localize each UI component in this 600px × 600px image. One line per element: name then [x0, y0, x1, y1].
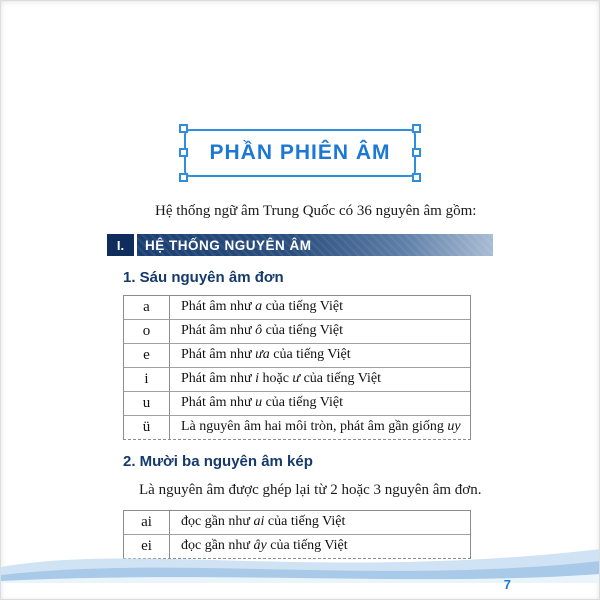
frame-edge-decoration: [179, 148, 188, 157]
vowel-symbol: ai: [124, 511, 170, 534]
table-row: [124, 319, 470, 343]
vowel-description: Phát âm như a của tiếng Việt: [181, 299, 344, 315]
single-vowels-table: [123, 295, 471, 440]
vowel-symbol: a: [124, 296, 170, 319]
table-row: [124, 415, 470, 439]
frame-corner-decoration: [179, 173, 188, 182]
vowel-symbol: i: [124, 368, 170, 391]
compound-vowels-note: Là nguyên âm được ghép lại từ 2 hoặc 3 nguyên âm đơn.: [139, 482, 482, 499]
subsection-heading-single-vowels: 1. Sáu nguyên âm đơn: [123, 269, 284, 287]
frame-edge-decoration: [412, 148, 421, 157]
table-row: [124, 296, 470, 319]
table-row: [124, 511, 470, 534]
frame-corner-decoration: [179, 124, 188, 133]
vowel-symbol: e: [124, 344, 170, 367]
vowel-symbol: o: [124, 320, 170, 343]
vowel-symbol: ü: [124, 416, 170, 439]
section-number: I.: [107, 234, 134, 256]
frame-corner-decoration: [412, 124, 421, 133]
chapter-title: PHẦN PHIÊN ÂM: [209, 141, 391, 164]
page-number: 7: [503, 577, 511, 592]
intro-paragraph: Hệ thống ngữ âm Trung Quốc có 36 nguyên âm gồm:: [155, 203, 477, 219]
vowel-description: Phát âm như ô của tiếng Việt: [181, 323, 344, 339]
vowel-symbol: u: [124, 392, 170, 415]
table-row: [124, 367, 470, 391]
vowel-description: đọc gần như ai của tiếng Việt: [181, 513, 346, 529]
vowel-symbol: ei: [124, 535, 170, 558]
section-header: [107, 234, 493, 256]
vowel-description: Là nguyên âm hai môi tròn, phát âm gần giống uy: [181, 419, 461, 435]
vowel-description: Phát âm như u của tiếng Việt: [181, 395, 344, 411]
chapter-title-frame: [184, 129, 416, 177]
vowel-description: Phát âm như ưa của tiếng Việt: [181, 347, 351, 363]
table-row: [124, 343, 470, 367]
table-row: [124, 391, 470, 415]
vowel-description: Phát âm như i hoặc ư của tiếng Việt: [181, 371, 381, 387]
section-title: HỆ THỐNG NGUYÊN ÂM: [137, 234, 493, 256]
subsection-heading-compound-vowels: 2. Mười ba nguyên âm kép: [123, 453, 313, 471]
page-content: [1, 201, 599, 559]
vowel-description: đọc gần như ây của tiếng Việt: [181, 537, 348, 553]
frame-corner-decoration: [412, 173, 421, 182]
